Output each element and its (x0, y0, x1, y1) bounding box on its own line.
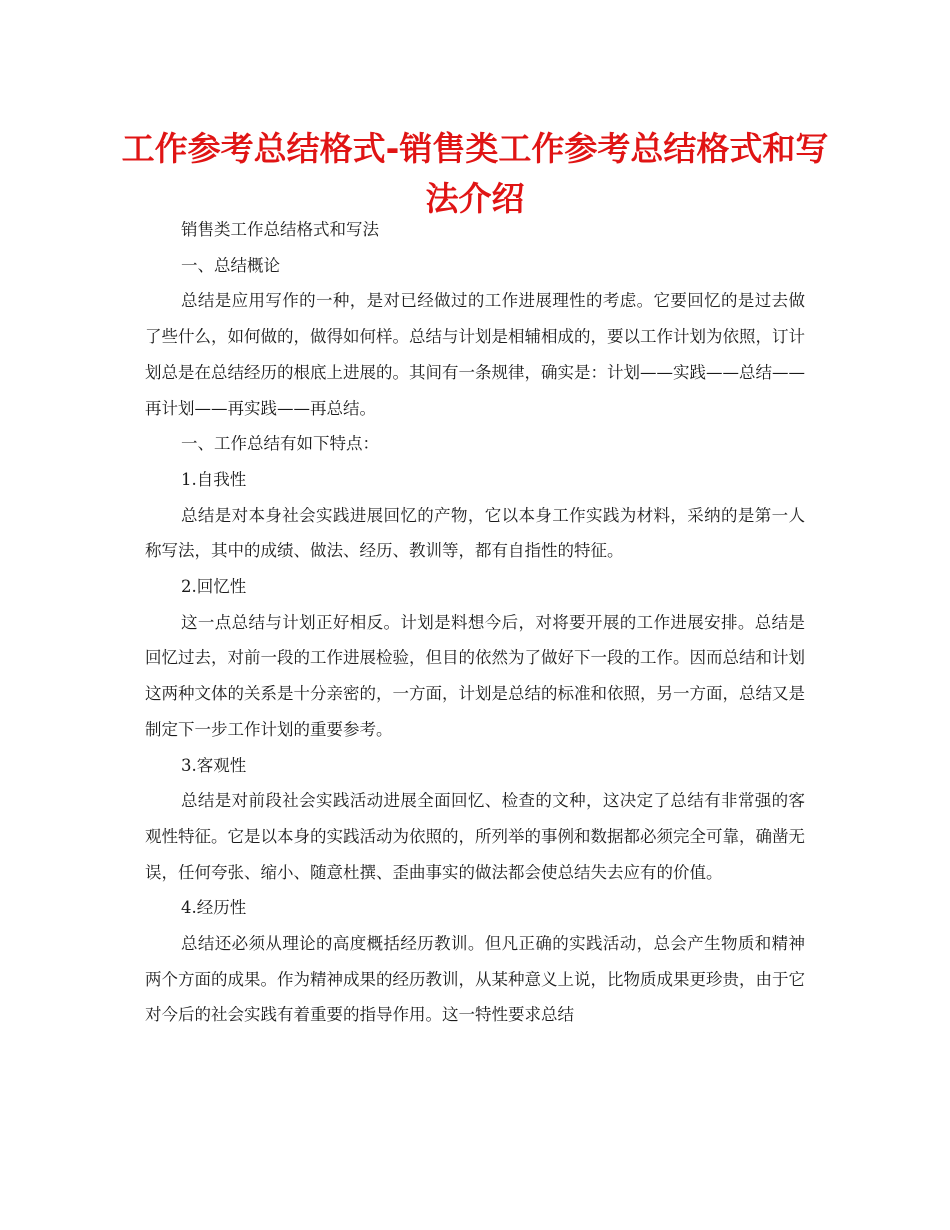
paragraph-objective: 总结是对前段社会实践活动进展全面回忆、检查的文种，这决定了总结有非常强的客观性特征。它是以本身的实践活动为依照的，所列举的事例和数据都必须完全可靠，确凿无误，任何夸张、缩小、随意杜撰、歪曲事实的做法都会使总结失去应有的价值。 (145, 791, 805, 882)
paragraph-review: 这一点总结与计划正好相反。计划是料想今后，对将要开展的工作进展安排。总结是回忆过去，对前一段的工作进展检验，但目的依然为了做好下一段的工作。因而总结和计划这两种文体的关系是十分亲密的，一方面，计划是总结的标准和依照，另一方面，总结又是制定下一步工作计划的重要参考。 (145, 612, 805, 739)
paragraph-overview: 总结是应用写作的一种，是对已经做过的工作进展理性的考虑。它要回忆的是过去做了些什么，如何做的，做得如何样。总结与计划是相辅相成的，要以工作计划为依照，订计划总是在总结经历的根底上进展的。其间有一条规律，确实是：计划——实践——总结——再计划——再实践——再总结。 (145, 291, 805, 418)
subtitle: 销售类工作总结格式和写法 (181, 220, 379, 239)
section-heading-overview: 一、总结概论 (181, 255, 280, 275)
document-body (145, 212, 805, 1033)
document-title: 工作参考总结格式-销售类工作参考总结格式和写法介绍 (121, 129, 829, 218)
feature-heading-review: 2.回忆性 (181, 577, 247, 597)
feature-heading-self: 1.自我性 (181, 469, 247, 489)
feature-heading-objective: 3.客观性 (181, 755, 247, 775)
paragraph-self: 总结是对本身社会实践进展回忆的产物，它以本身工作实践为材料，采纳的是第一人称写法，其中的成绩、做法、经历、教训等，都有自指性的特征。 (145, 505, 805, 561)
feature-heading-experience: 4.经历性 (181, 898, 247, 918)
paragraph-experience: 总结还必须从理论的高度概括经历教训。但凡正确的实践活动，总会产生物质和精神两个方面的成果。作为精神成果的经历教训，从某种意义上说，比物质成果更珍贵，由于它对今后的社会实践有着重要的指导作用。这一特性要求总结 (145, 934, 805, 1025)
section-heading-features: 一、工作总结有如下特点： (181, 434, 379, 454)
